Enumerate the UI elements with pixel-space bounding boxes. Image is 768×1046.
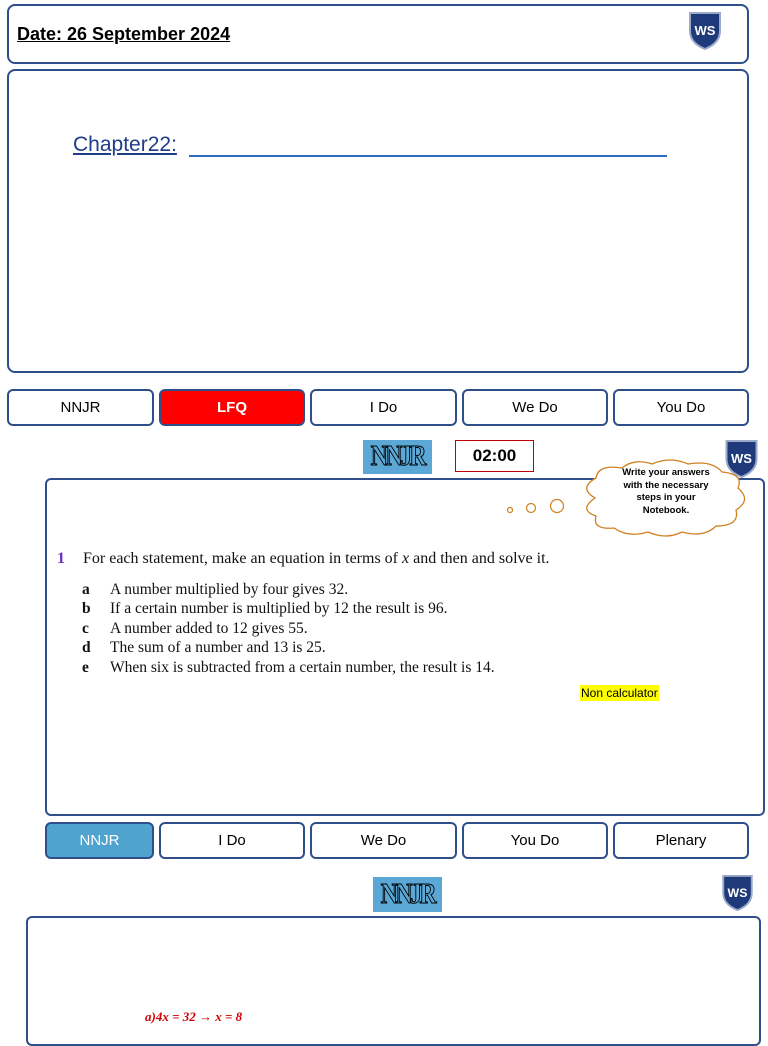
- nnjr-logo-text: NNJR: [370, 441, 425, 472]
- date-header: [7, 4, 749, 64]
- part-text: When six is subtracted from a certain number, the result is 14.: [110, 659, 495, 676]
- nav-i-do-label: I Do: [369, 399, 398, 416]
- part-text: A number multiplied by four gives 32.: [110, 581, 349, 598]
- question-part-c: [82, 620, 308, 638]
- part-letter: e: [82, 659, 89, 676]
- school-logo-text-2: WS: [731, 451, 752, 466]
- nav2-we-do-label: We Do: [360, 832, 407, 849]
- cloud-note: Write your answers with the necessary steps in your Notebook.: [622, 467, 710, 516]
- part-letter: b: [82, 600, 91, 617]
- nav-we-do-label: We Do: [512, 399, 558, 416]
- nav-i-do[interactable]: [310, 389, 457, 426]
- school-logo-icon: [688, 11, 722, 51]
- question-number: 1: [57, 550, 65, 567]
- nav-lfq[interactable]: [159, 389, 305, 426]
- nnjr-logo: [363, 440, 432, 474]
- chapter-panel: [7, 69, 749, 373]
- nav2-plenary-label: Plenary: [655, 832, 707, 849]
- chapter-underline: [189, 155, 667, 157]
- nnjr-logo-2: [373, 877, 442, 912]
- part-text: The sum of a number and 13 is 25.: [110, 639, 326, 656]
- question-part-b: [82, 600, 447, 618]
- question-stem: [57, 550, 550, 568]
- nav2-i-do-label: I Do: [218, 832, 246, 849]
- answer-a: a)4x = 32 → x = 8: [145, 1009, 243, 1024]
- nav2-i-do[interactable]: [159, 822, 305, 859]
- question-part-a: [82, 581, 348, 599]
- nav2-we-do[interactable]: [310, 822, 457, 859]
- nav-nnjr[interactable]: [7, 389, 154, 426]
- date-text: Date: 26 September 2024: [17, 24, 231, 44]
- nav2-plenary[interactable]: [613, 822, 749, 859]
- part-text: If a certain number is multiplied by 12 the result is 96.: [110, 600, 448, 617]
- question-variable: x: [402, 550, 410, 567]
- nav2-nnjr-label: NNJR: [79, 832, 120, 849]
- question-part-d: [82, 639, 326, 657]
- nav-nnjr-label: NNJR: [60, 399, 101, 416]
- question-stem-post: and then and solve it.: [409, 550, 550, 567]
- question-stem-pre: For each statement, make an equation in terms of: [83, 550, 403, 567]
- school-logo-icon-3: [720, 874, 755, 912]
- part-text: A number added to 12 gives 55.: [110, 620, 308, 637]
- nav2-you-do-label: You Do: [510, 832, 560, 849]
- nav-we-do[interactable]: [462, 389, 608, 426]
- part-letter: c: [82, 620, 89, 637]
- part-letter: a: [82, 581, 90, 598]
- non-calculator-badge: Non calculator: [581, 686, 658, 700]
- question-part-e: [82, 659, 495, 677]
- nnjr-logo-text-2: NNJR: [380, 878, 435, 910]
- chapter-title: Chapter22:: [73, 133, 177, 156]
- nav-you-do[interactable]: [613, 389, 749, 426]
- nav-lfq-label: LFQ: [217, 399, 247, 416]
- part-letter: d: [82, 639, 91, 656]
- nav2-you-do[interactable]: [462, 822, 608, 859]
- nav-you-do-label: You Do: [656, 399, 706, 416]
- school-logo-text: WS: [694, 23, 716, 38]
- nav2-nnjr[interactable]: [45, 822, 154, 859]
- timer-value: 02:00: [472, 446, 517, 465]
- school-logo-text-3: WS: [727, 885, 748, 900]
- answer-panel: [26, 916, 761, 1046]
